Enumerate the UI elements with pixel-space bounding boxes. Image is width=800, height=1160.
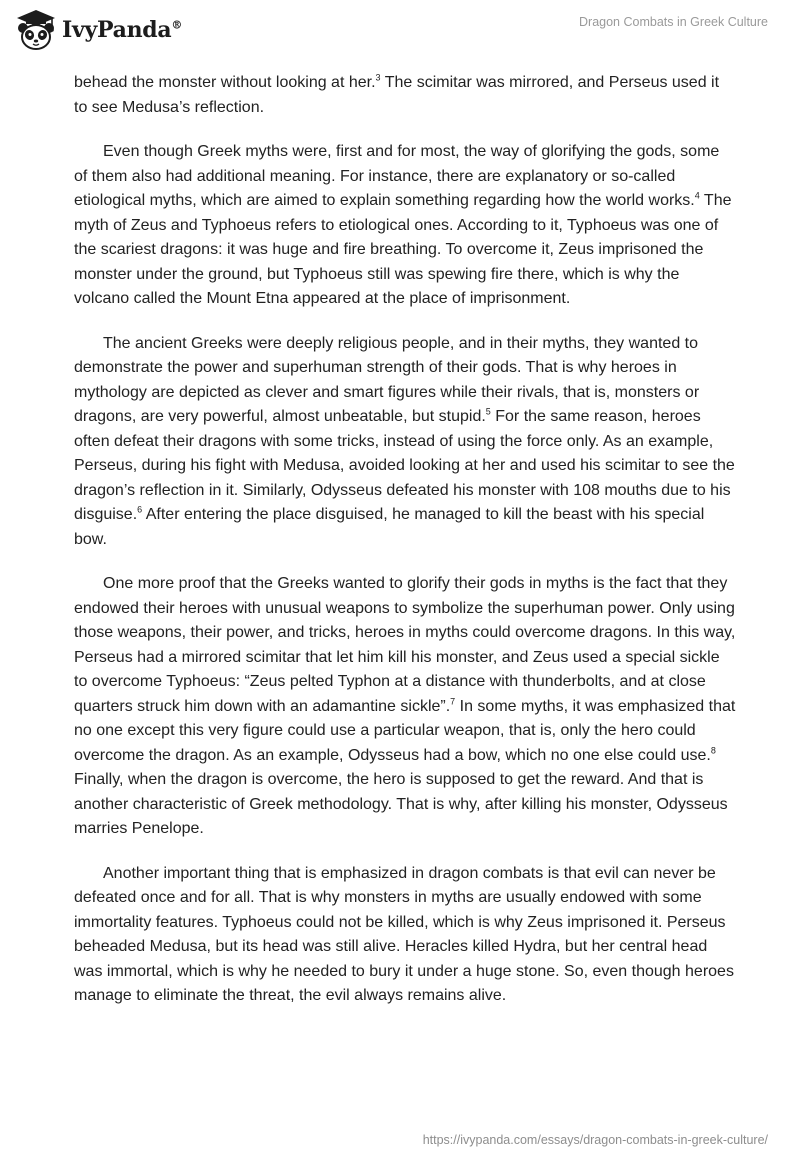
paragraph-text: Another important thing that is emphasized in dragon combats is that evil can never be defeated once and for all. That is why monsters in myths are usually endowed with some immortality features. Typhoeus could not be killed, which is why Zeus imprisoned it. Perseus beheaded Medusa, but its head was still alive. Heracles killed Hydra, but her central head was immortal, which is why he needed to bury it under a huge stone. So, even though heroes manage to eliminate the threat, the evil always remains alive. [74, 864, 734, 1004]
footnote-ref: 6 [137, 504, 143, 515]
paragraph [74, 71, 736, 120]
essay-body [74, 71, 736, 1029]
paragraph-text: Even though Greek myths were, first and for most, the way of glorifying the gods, some of them also had additional meaning. For instance, there are explanatory or so-called etiological myths, which are aimed to explain something regarding how the world works. [74, 143, 720, 209]
document-title: Dragon Combats in Greek Culture [579, 15, 768, 29]
panda-graduate-icon [14, 8, 58, 52]
brand-logo[interactable] [14, 8, 182, 52]
paragraph [74, 572, 736, 842]
footnote-ref: 7 [450, 696, 456, 707]
paragraph [74, 140, 736, 312]
footnote-ref: 8 [710, 745, 716, 756]
paragraph-text: After entering the place disguised, he managed to kill the beast with his special bow. [74, 506, 705, 548]
paragraph-text: The ancient Greeks were deeply religious people, and in their myths, they wanted to demonstrate the power and superhuman strength of their gods. That is why heroes in mythology are depicted as clever and smart figures while their rivals, that is, monsters or dragons, are very powerful, almost unbeatable, but stupid. [74, 334, 700, 425]
brand-name: IvyPanda® [62, 17, 183, 43]
source-url[interactable]: https://ivypanda.com/essays/dragon-combats-in-greek-culture/ [422, 1133, 768, 1147]
paragraph [74, 862, 736, 1009]
footnote-ref: 3 [375, 72, 381, 83]
paragraph-text: One more proof that the Greeks wanted to glorify their gods in myths is the fact that they endowed their heroes with unusual weapons to symbolize the superhuman power. Only using those weapons, their power, and tricks, heroes in myths could overcome dragons. In this way, Perseus had a mirrored scimitar that let him kill his monster, and Zeus used a special sickle to overcome Typhoeus: “Zeus pelted Typhon at a distance with thunderbolts, and at close quarters struck him down with an adamantine sickle”. [74, 575, 736, 715]
paragraph-text: behead the monster without looking at her. [74, 74, 376, 91]
footnote-ref: 4 [694, 190, 700, 201]
page-header [0, 0, 800, 60]
footnote-ref: 5 [485, 406, 491, 417]
paragraph [74, 332, 736, 553]
paragraph-text: For the same reason, heroes often defeat their dragons with some tricks, instead of using the force only. As an example, Perseus, during his fight with Medusa, avoided looking at her and used his scimitar to see the dragon’s reflection in it. Similarly, Odysseus defeated his monster with 108 mouths due to his disguise. [74, 408, 735, 523]
paragraph-text: In some myths, it was emphasized that no one except this very figure could use a particular weapon, that is, only the hero could overcome the dragon. As an example, Odysseus had a bow, which no one else could use. [74, 697, 736, 764]
paragraph-text: The myth of Zeus and Typhoeus refers to etiological ones. According to it, Typhoeus was one of the scariest dragons: it was huge and fire breathing. To overcome it, Zeus imprisoned the monster under the ground, but Typhoeus still was spewing fire there, which is why the volcano called the Mount Etna appeared at the place of imprisonment. [74, 192, 732, 307]
paragraph-text: The scimitar was mirrored, and Perseus used it to see Medusa’s reflection. [74, 74, 720, 116]
paragraph-text: Finally, when the dragon is overcome, the hero is supposed to get the reward. And that is another characteristic of Greek methodology. That is why, after killing his monster, Odysseus marries Penelope. [74, 771, 728, 837]
